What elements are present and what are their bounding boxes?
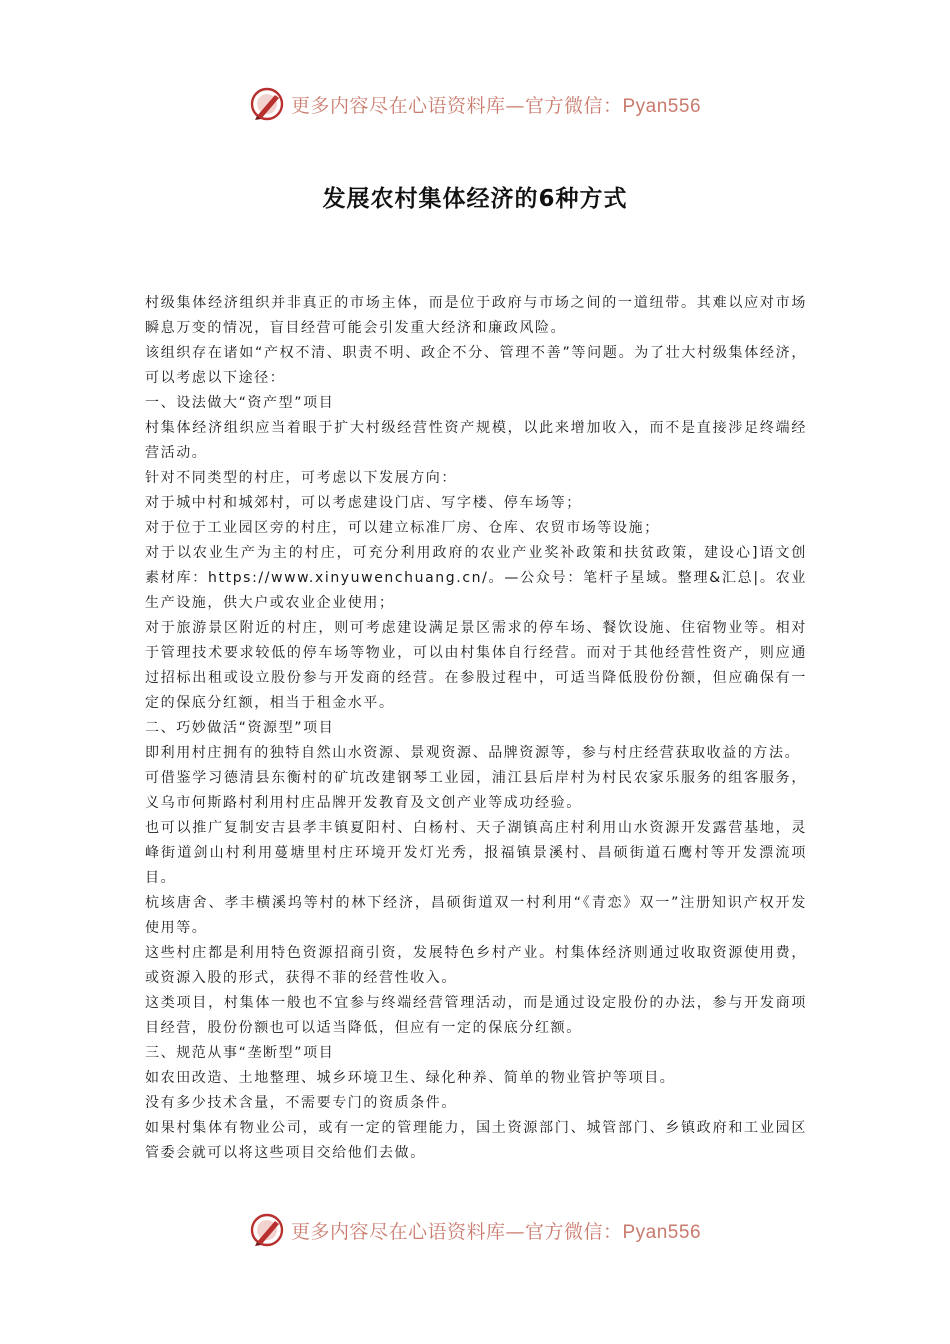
paragraph: 没有多少技术含量，不需要专门的资质条件。: [145, 1095, 457, 1111]
pen-logo-icon: [249, 1212, 285, 1248]
paragraph: 对于以农业生产为主的村庄，可充分利用政府的农业产业奖补政策和扶贫政策，建设心]语文创素材库：https://www.xinyuwenchuang.cn/。—公众号：笔杆子星域。整理&汇总|。农业生产设施，供大户或农业企业使用；: [145, 545, 807, 611]
document-body: [145, 291, 807, 1166]
footer-banner: [0, 1208, 950, 1252]
paragraph: 如果村集体有物业公司，或有一定的管理能力，国土资源部门、城管部门、乡镇政府和工业园区管委会就可以将这些项目交给他们去做。: [145, 1120, 807, 1161]
header-banner: [0, 82, 950, 126]
paragraph: 对于旅游景区附近的村庄，则可考虑建设满足景区需求的停车场、餐饮设施、住宿物业等。相对于管理技术要求较低的停车场等物业，可以由村集体自行经营。而对于其他经营性资产，则应通过招标出租或设立股份参与开发商的经营。在参股过程中，可适当降低股份份额，但应确保有一定的保底分红额，相当于租金水平。: [145, 620, 807, 711]
document-title: 发展农村集体经济的6种方式: [322, 186, 628, 212]
paragraph: 即利用村庄拥有的独特自然山水资源、景观资源、品牌资源等，参与村庄经营获取收益的方法。: [145, 745, 801, 761]
banner-wechat-id: Pyan556: [622, 95, 702, 117]
banner-text: [291, 1217, 701, 1244]
paragraph: 可借鉴学习德清县东衡村的矿坑改建钢琴工业园，浦江县后岸村为村民农家乐服务的组客服务，义乌市何斯路村利用村庄品牌开发教育及文创产业等成功经验。: [145, 770, 807, 811]
paragraph: 该组织存在诸如“产权不清、职责不明、政企不分、管理不善”等问题。为了壮大村级集体经济，可以考虑以下途径：: [145, 345, 807, 386]
paragraph: 村级集体经济组织并非真正的市场主体，而是位于政府与市场之间的一道纽带。其难以应对市场瞬息万变的情况，盲目经营可能会引发重大经济和廉政风险。: [145, 295, 807, 336]
banner-brand: 更多内容尽在心语资料库: [290, 94, 506, 117]
banner-text: [291, 91, 701, 118]
banner-wechat-label: 官方微信：: [524, 94, 623, 117]
banner-wechat-label: 官方微信：: [524, 1220, 623, 1243]
paragraph: 杭垓唐舍、孝丰横溪坞等村的林下经济，昌硕街道双一村利用“《青恋》双一”注册知识产权开发使用等。: [145, 895, 807, 936]
paragraph: 对于位于工业园区旁的村庄，可以建立标准厂房、仓库、农贸市场等设施；: [145, 520, 660, 536]
banner-separator: —: [505, 1220, 525, 1243]
paragraph: 这些村庄都是利用特色资源招商引资，发展特色乡村产业。村集体经济则通过收取资源使用费，或资源入股的形式，获得不菲的经营性收入。: [145, 945, 807, 986]
banner-separator: —: [505, 94, 525, 117]
paragraph: 这类项目，村集体一般也不宜参与终端经营管理活动，而是通过设定股份的办法，参与开发商项目经营，股份份额也可以适当降低，但应有一定的保底分红额。: [145, 995, 807, 1036]
section-heading: 二、巧妙做活“资源型”项目: [145, 720, 335, 736]
paragraph: 如农田改造、土地整理、城乡环境卫生、绿化种养、简单的物业管护等项目。: [145, 1070, 676, 1086]
pen-logo-icon: [249, 86, 285, 122]
paragraph: 针对不同类型的村庄，可考虑以下发展方向：: [145, 470, 457, 486]
banner-brand: 更多内容尽在心语资料库: [290, 1220, 506, 1243]
section-heading: 三、规范从事“垄断型”项目: [145, 1045, 335, 1061]
paragraph: 也可以推广复制安吉县孝丰镇夏阳村、白杨村、天子湖镇高庄村利用山水资源开发露营基地，灵峰街道剑山村利用蔓塘里村庄环境开发灯光秀，报福镇景溪村、昌硕街道石鹰村等开发漂流项目。: [145, 820, 807, 886]
banner-wechat-id: Pyan556: [622, 1221, 702, 1243]
paragraph: 村集体经济组织应当着眼于扩大村级经营性资产规模，以此来增加收入，而不是直接涉足终端经营活动。: [145, 420, 807, 461]
section-heading: 一、设法做大“资产型”项目: [145, 395, 335, 411]
paragraph: 对于城中村和城郊村，可以考虑建设门店、写字楼、停车场等；: [145, 495, 582, 511]
